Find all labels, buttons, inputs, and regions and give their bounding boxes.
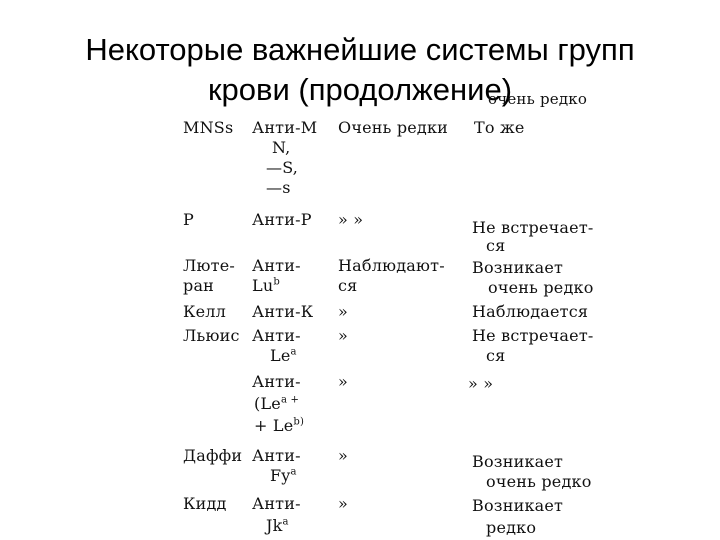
antibody-lewis-ab-sup-2: b): [293, 416, 305, 428]
antibody-lewis-sup: a: [290, 346, 297, 358]
system-lutheran-2: ран: [183, 276, 215, 295]
antibody-lewis-ab-3: [254, 416, 304, 435]
system-kidd: Кидд: [183, 494, 227, 513]
antibody-lutheran-base: Lu: [252, 276, 274, 295]
antibody-p: Анти-Р: [252, 210, 312, 229]
note-kidd-2: редко: [486, 518, 537, 537]
note-duffy-2: очень редко: [486, 472, 592, 491]
antibody-lutheran-1: Анти-: [252, 256, 301, 275]
frequency-duffy: »: [338, 446, 348, 465]
antibody-lewis-ab-1: Анти-: [252, 372, 301, 391]
note-lewis-1: Не встречает-: [472, 326, 594, 345]
note-p-1: Не встречает-: [472, 218, 594, 237]
note-duffy-1: Возникает: [472, 452, 564, 471]
antibody-mnss-4: —s: [266, 178, 291, 197]
frequency-kell: »: [338, 302, 348, 321]
system-mnss: MNSs: [183, 118, 234, 137]
antibody-kidd-sup: a: [282, 516, 289, 528]
note-mnss: То же: [474, 118, 525, 137]
frequency-mnss: Очень редки: [338, 118, 449, 137]
scanned-table: [178, 92, 598, 540]
antibody-lewis-1: Анти-: [252, 326, 301, 345]
antibody-lewis-ab-base-1: (Le: [254, 394, 281, 413]
system-lutheran-1: Люте-: [183, 256, 236, 275]
antibody-kidd-base: Jk: [266, 516, 283, 535]
prev-row-tail: очень редко: [488, 90, 588, 108]
antibody-lewis-base: Le: [270, 346, 291, 365]
frequency-lewis: »: [338, 326, 348, 345]
antibody-duffy-sup: a: [290, 466, 297, 478]
antibody-kell: Анти-К: [252, 302, 314, 321]
frequency-lutheran-2: ся: [338, 276, 358, 295]
antibody-mnss-1: Анти-М: [252, 118, 318, 137]
antibody-duffy-1: Анти-: [252, 446, 301, 465]
antibody-kidd-1: Анти-: [252, 494, 301, 513]
antibody-duffy-base: Fy: [270, 466, 291, 485]
slide-title-line-1: Некоторые важнейшие системы групп: [85, 32, 635, 67]
system-lewis: Льюис: [183, 326, 240, 345]
slide-title-line-2: крови (продолжение): [207, 72, 513, 107]
note-kell: Наблюдается: [472, 302, 589, 321]
antibody-mnss-3: —S,: [266, 158, 299, 177]
antibody-lewis-2: [270, 346, 297, 365]
antibody-lewis-ab-2: [254, 394, 299, 413]
note-lewis-ab: » »: [468, 374, 494, 393]
note-p-2: ся: [486, 236, 506, 255]
note-lewis-2: ся: [486, 346, 506, 365]
antibody-duffy-2: [270, 466, 297, 485]
system-duffy: Даффи: [183, 446, 243, 465]
system-kell: Келл: [183, 302, 226, 321]
frequency-lutheran-1: Наблюдают-: [338, 256, 445, 275]
note-kidd-1: Возникает: [472, 496, 564, 515]
antibody-kidd-2: [266, 516, 289, 535]
antibody-lutheran-2: [252, 276, 280, 295]
system-p: P: [183, 210, 194, 229]
antibody-mnss-2: N,: [272, 138, 291, 157]
frequency-kidd: »: [338, 494, 348, 513]
frequency-p: » »: [338, 210, 364, 229]
note-lutheran-2: очень редко: [488, 278, 594, 297]
antibody-lewis-ab-sup-1: a +: [280, 394, 300, 406]
note-lutheran-1: Возникает: [472, 258, 564, 277]
antibody-lewis-ab-base-2: + Le: [254, 416, 294, 435]
antibody-lutheran-sup: b: [273, 276, 280, 288]
frequency-lewis-ab: »: [338, 372, 348, 391]
